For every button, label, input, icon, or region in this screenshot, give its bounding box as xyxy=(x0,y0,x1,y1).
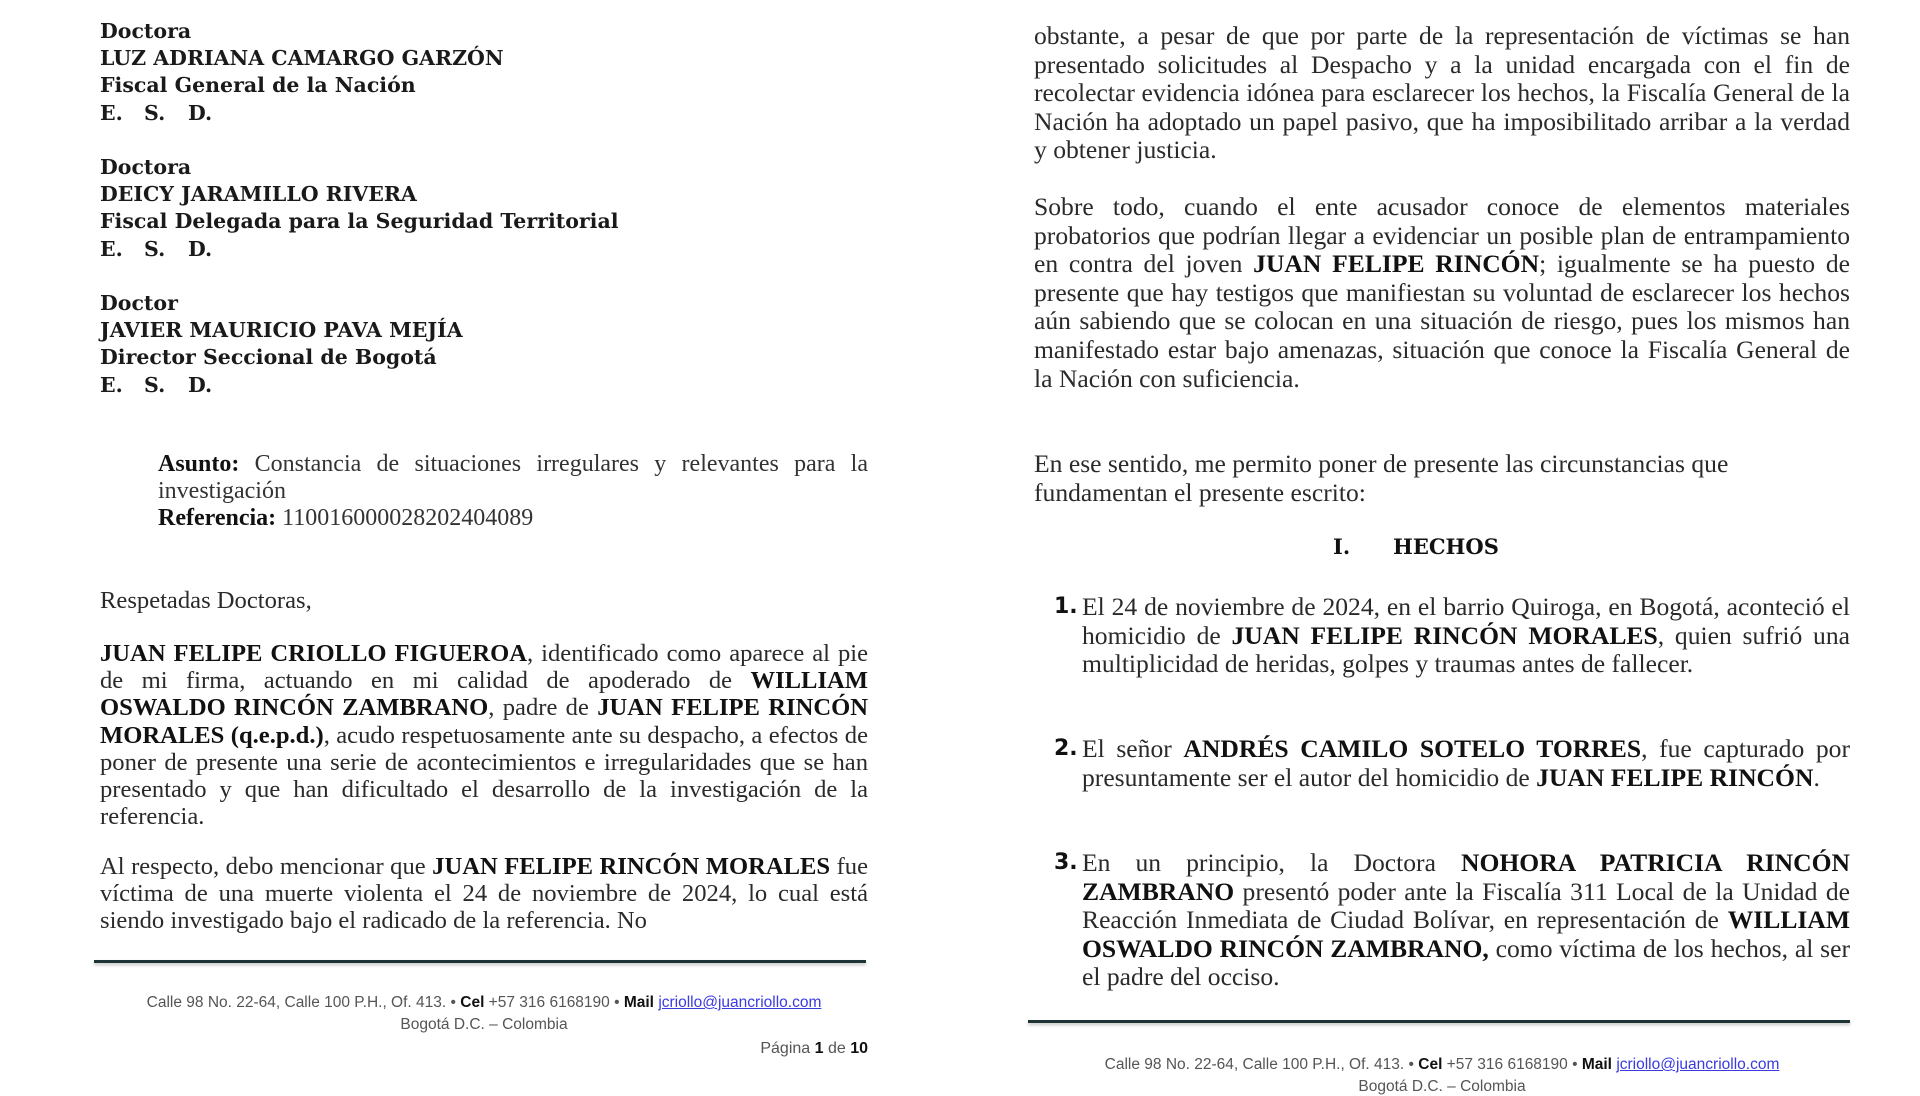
page-number: Página 1 de 10 xyxy=(760,1040,868,1057)
asunto-text: Constancia de situaciones irregulares y relevantes para la investigación xyxy=(158,451,868,504)
footer-city: Bogotá D.C. – Colombia xyxy=(400,1016,568,1033)
footer-rule xyxy=(94,960,866,963)
addressee-block-2 xyxy=(100,154,619,263)
section-title: HECHOS xyxy=(1393,534,1499,559)
body-paragraph-continuation: obstante, a pesar de que por parte de la representación de víctimas se han presentado solicitudes al Despacho y a la unidad encargada con el fin de recolectar evidencia idónea para esclarecer los hechos, la Fiscalía General de la Nación ha adoptado un papel pasivo, que ha imposibilitado arribar a la verdad y obtener justicia. xyxy=(1034,21,1850,165)
subject-block xyxy=(158,451,868,532)
list-item-number: 1. xyxy=(1054,594,1078,619)
esd-line: E. S. D. xyxy=(100,372,213,397)
esd-line: E. S. D. xyxy=(100,236,213,261)
body-paragraph-2: Al respecto, debo mencionar que JUAN FELIPE RINCÓN MORALES fue víctima de una muerte violenta el 24 de noviembre de 2024, lo cual está siendo investigado bajo el radicado de la referencia. No xyxy=(100,853,868,935)
list-item-3: 3. En un principio, la Doctora NOHORA PATRICIA RINCÓN ZAMBRANO presentó poder ante la Fiscalía 311 Local de la Unidad de Reacción Inmediata de Ciudad Bolívar, en representación de WILLIAM OSWALDO RINCÓN ZAMBRANO, como víctima de los hechos, al ser el padre del occiso. xyxy=(1054,848,1851,992)
addressee-name: DEICY JARAMILLO RIVERA xyxy=(100,182,417,207)
footer-rule xyxy=(1028,1020,1850,1023)
body-paragraph-3: En ese sentido, me permito poner de presente las circunstancias que fundamentan el presente escrito: xyxy=(1034,449,1729,507)
addressee-title: Doctora xyxy=(100,155,192,179)
addressee-position: Fiscal General de la Nación xyxy=(100,73,416,98)
addressee-position: Director Seccional de Bogotá xyxy=(100,345,437,370)
list-item-number: 3. xyxy=(1054,850,1078,875)
esd-line: E. S. D. xyxy=(100,100,213,125)
addressee-title: Doctor xyxy=(100,291,178,315)
referencia-value: 11001600002820240408​9 xyxy=(276,505,534,531)
body-paragraph-1: JUAN FELIPE CRIOLLO FIGUEROA, identificado como aparece al pie de mi firma, actuando en mi calidad de apoderado de WILLIAM OSWALDO RINCÓN ZAMBRANO, padre de JUAN FELIPE RINCÓN MORALES (q.e.p.d.), acudo respetuosamente ante su despacho, a efectos de poner de presente una serie de acontecimientos e irregularidades que se han presentado y que han dificultado el desarrollo de la investigación de la referencia. xyxy=(100,640,868,831)
list-item-number: 2. xyxy=(1054,736,1078,761)
section-number: I. xyxy=(1333,534,1351,559)
footer-city: Bogotá D.C. – Colombia xyxy=(1358,1078,1526,1095)
referencia-label: Referencia: xyxy=(158,505,277,531)
email-link[interactable]: jcriollo@juancriollo.com xyxy=(658,994,822,1011)
email-link[interactable]: jcriollo@juancriollo.com xyxy=(1616,1056,1780,1073)
list-item-2: 2. El señor ANDRÉS CAMILO SOTELO TORRES, fue capturado por presuntamente ser el autor del homicidio de JUAN FELIPE RINCÓN. xyxy=(1054,734,1850,792)
addressee-name: LUZ ADRIANA CAMARGO GARZÓN xyxy=(100,46,504,71)
addressee-block-3 xyxy=(100,290,463,399)
addressee-name: JAVIER MAURICIO PAVA MEJÍA xyxy=(100,318,463,343)
footer-address: Calle 98 No. 22-64, Calle 100 P.H., Of. 413. • Cel +57 316 6168190 • Mail jcriollo@juancriollo.com xyxy=(146,994,822,1011)
addressee-block-1 xyxy=(100,18,504,127)
addressee-position: Fiscal Delegada para la Seguridad Territorial xyxy=(100,209,619,234)
body-paragraph-2: Sobre todo, cuando el ente acusador conoce de elementos materiales probatorios que podrían llegar a evidenciar un posible plan de entrampamiento en contra del joven JUAN FELIPE RINCÓN; igualmente se ha puesto de presente que hay testigos que manifiestan su voluntad de esclarecer los hechos aún sabiendo que se colocan en una situación de riesgo, pues los mismos han manifestado estar bajo amenazas, situación que conoce la Fiscalía General de la Nación con suficiencia. xyxy=(1034,192,1850,393)
salutation: Respetadas Doctoras, xyxy=(100,587,312,614)
asunto-label: Asunto: xyxy=(158,451,240,477)
list-item-1: 1. El 24 de noviembre de 2024, en el barrio Quiroga, en Bogotá, aconteció el homicidio de JUAN FELIPE RINCÓN MORALES, quien sufrió una multiplicidad de heridas, golpes y traumas antes de fallecer. xyxy=(1054,592,1850,679)
footer-address: Calle 98 No. 22-64, Calle 100 P.H., Of. 413. • Cel +57 316 6168190 • Mail jcriollo@juancriollo.com xyxy=(1104,1056,1780,1073)
addressee-title: Doctora xyxy=(100,19,192,43)
